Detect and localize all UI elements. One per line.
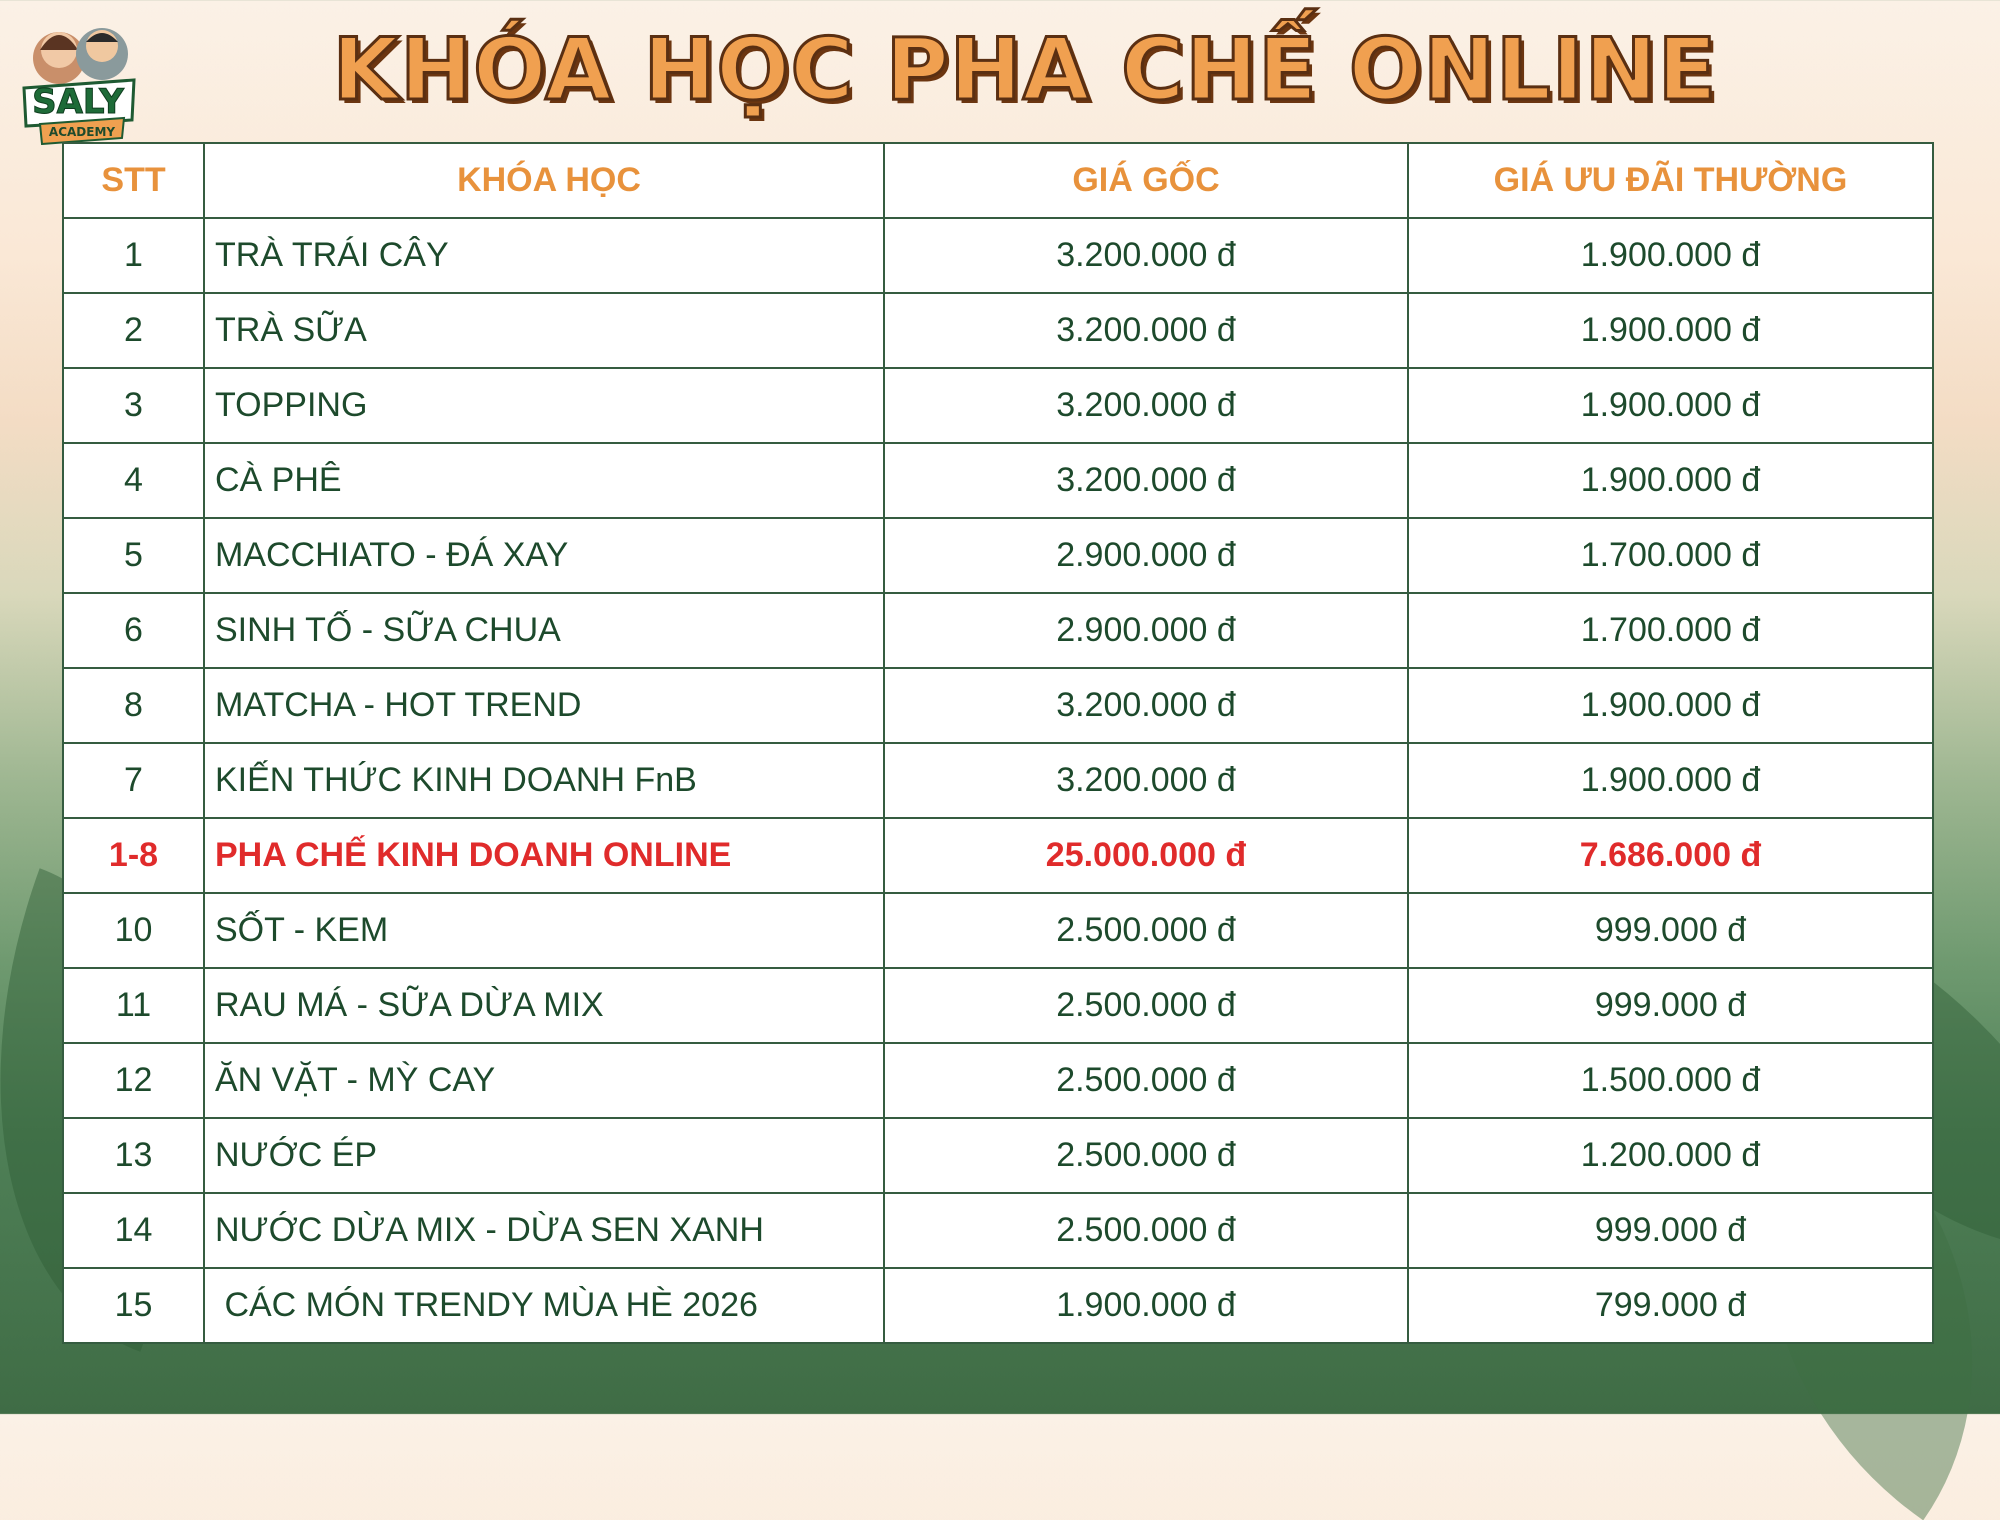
course-name-cell: NƯỚC ÉP — [204, 1118, 884, 1193]
table-row — [63, 593, 1933, 668]
course-name-cell: NƯỚC DỪA MIX - DỪA SEN XANH — [204, 1193, 884, 1268]
stt-cell: 8 — [63, 668, 204, 743]
course-name-cell: SỐT - KEM — [204, 893, 884, 968]
stt-cell: 1 — [63, 218, 204, 293]
saly-academy-logo — [14, 10, 144, 145]
course-name-cell: PHA CHẾ KINH DOANH ONLINE — [204, 818, 884, 893]
header-course: KHÓA HỌC — [204, 143, 884, 218]
course-name-cell: RAU MÁ - SỮA DỪA MIX — [204, 968, 884, 1043]
stt-cell: 11 — [63, 968, 204, 1043]
table-row — [63, 968, 1933, 1043]
promo-price-cell: 1.200.000 đ — [1408, 1118, 1933, 1193]
header-stt: STT — [63, 143, 204, 218]
table-row — [63, 893, 1933, 968]
table-row — [63, 368, 1933, 443]
promo-price-cell: 1.700.000 đ — [1408, 518, 1933, 593]
header-original-price: GIÁ GỐC — [884, 143, 1408, 218]
original-price-cell: 2.500.000 đ — [884, 1118, 1408, 1193]
original-price-cell: 3.200.000 đ — [884, 218, 1408, 293]
promo-price-cell: 1.900.000 đ — [1408, 368, 1933, 443]
course-name-cell: SINH TỐ - SỮA CHUA — [204, 593, 884, 668]
stt-cell: 14 — [63, 1193, 204, 1268]
promo-price-cell: 1.500.000 đ — [1408, 1043, 1933, 1118]
original-price-cell: 2.500.000 đ — [884, 1043, 1408, 1118]
original-price-cell: 3.200.000 đ — [884, 443, 1408, 518]
original-price-cell: 2.900.000 đ — [884, 593, 1408, 668]
original-price-cell: 2.500.000 đ — [884, 968, 1408, 1043]
promo-price-cell: 1.900.000 đ — [1408, 668, 1933, 743]
promo-price-cell: 1.900.000 đ — [1408, 443, 1933, 518]
course-name-cell: TRÀ SỮA — [204, 293, 884, 368]
stt-cell: 10 — [63, 893, 204, 968]
table-row — [63, 218, 1933, 293]
course-name-cell: MATCHA - HOT TREND — [204, 668, 884, 743]
course-name-cell: TOPPING — [204, 368, 884, 443]
stt-cell: 1-8 — [63, 818, 204, 893]
stt-cell: 3 — [63, 368, 204, 443]
table-row — [63, 1043, 1933, 1118]
original-price-cell: 2.900.000 đ — [884, 518, 1408, 593]
original-price-cell: 25.000.000 đ — [884, 818, 1408, 893]
original-price-cell: 3.200.000 đ — [884, 368, 1408, 443]
logo-brand-text: SALY — [32, 82, 124, 122]
table-row — [63, 1118, 1933, 1193]
table-row — [63, 1193, 1933, 1268]
table-row — [63, 1268, 1933, 1343]
stt-cell: 5 — [63, 518, 204, 593]
table-row — [63, 668, 1933, 743]
table-header-row — [63, 143, 1933, 218]
promo-price-cell: 1.900.000 đ — [1408, 218, 1933, 293]
promo-price-cell: 999.000 đ — [1408, 893, 1933, 968]
stt-cell: 12 — [63, 1043, 204, 1118]
course-name-cell: MACCHIATO - ĐÁ XAY — [204, 518, 884, 593]
original-price-cell: 3.200.000 đ — [884, 743, 1408, 818]
course-name-cell: CÁC MÓN TRENDY MÙA HÈ 2026 — [204, 1268, 884, 1343]
course-name-cell: ĂN VẶT - MỲ CAY — [204, 1043, 884, 1118]
table-row — [63, 443, 1933, 518]
table-row — [63, 518, 1933, 593]
promo-price-cell: 7.686.000 đ — [1408, 818, 1933, 893]
promo-price-cell: 999.000 đ — [1408, 968, 1933, 1043]
original-price-cell: 3.200.000 đ — [884, 293, 1408, 368]
course-name-cell: KIẾN THỨC KINH DOANH FnB — [204, 743, 884, 818]
table-row — [63, 818, 1933, 893]
logo-sub-text: ACADEMY — [48, 125, 116, 139]
table-row — [63, 743, 1933, 818]
promo-price-cell: 799.000 đ — [1408, 1268, 1933, 1343]
stt-cell: 6 — [63, 593, 204, 668]
promo-price-cell: 1.900.000 đ — [1408, 293, 1933, 368]
course-name-cell: TRÀ TRÁI CÂY — [204, 218, 884, 293]
page-title: KHÓA HỌC PHA CHẾ ONLINE — [332, 20, 1718, 120]
original-price-cell: 2.500.000 đ — [884, 1193, 1408, 1268]
stt-cell: 2 — [63, 293, 204, 368]
stt-cell: 13 — [63, 1118, 204, 1193]
original-price-cell: 2.500.000 đ — [884, 893, 1408, 968]
stt-cell: 4 — [63, 443, 204, 518]
original-price-cell: 1.900.000 đ — [884, 1268, 1408, 1343]
stt-cell: 7 — [63, 743, 204, 818]
promo-price-cell: 1.700.000 đ — [1408, 593, 1933, 668]
promo-price-cell: 999.000 đ — [1408, 1193, 1933, 1268]
course-price-table — [62, 142, 1934, 1344]
stt-cell: 15 — [63, 1268, 204, 1343]
promo-price-cell: 1.900.000 đ — [1408, 743, 1933, 818]
course-name-cell: CÀ PHÊ — [204, 443, 884, 518]
original-price-cell: 3.200.000 đ — [884, 668, 1408, 743]
table-row — [63, 293, 1933, 368]
header-promo-price: GIÁ ƯU ĐÃI THƯỜNG — [1408, 143, 1933, 218]
